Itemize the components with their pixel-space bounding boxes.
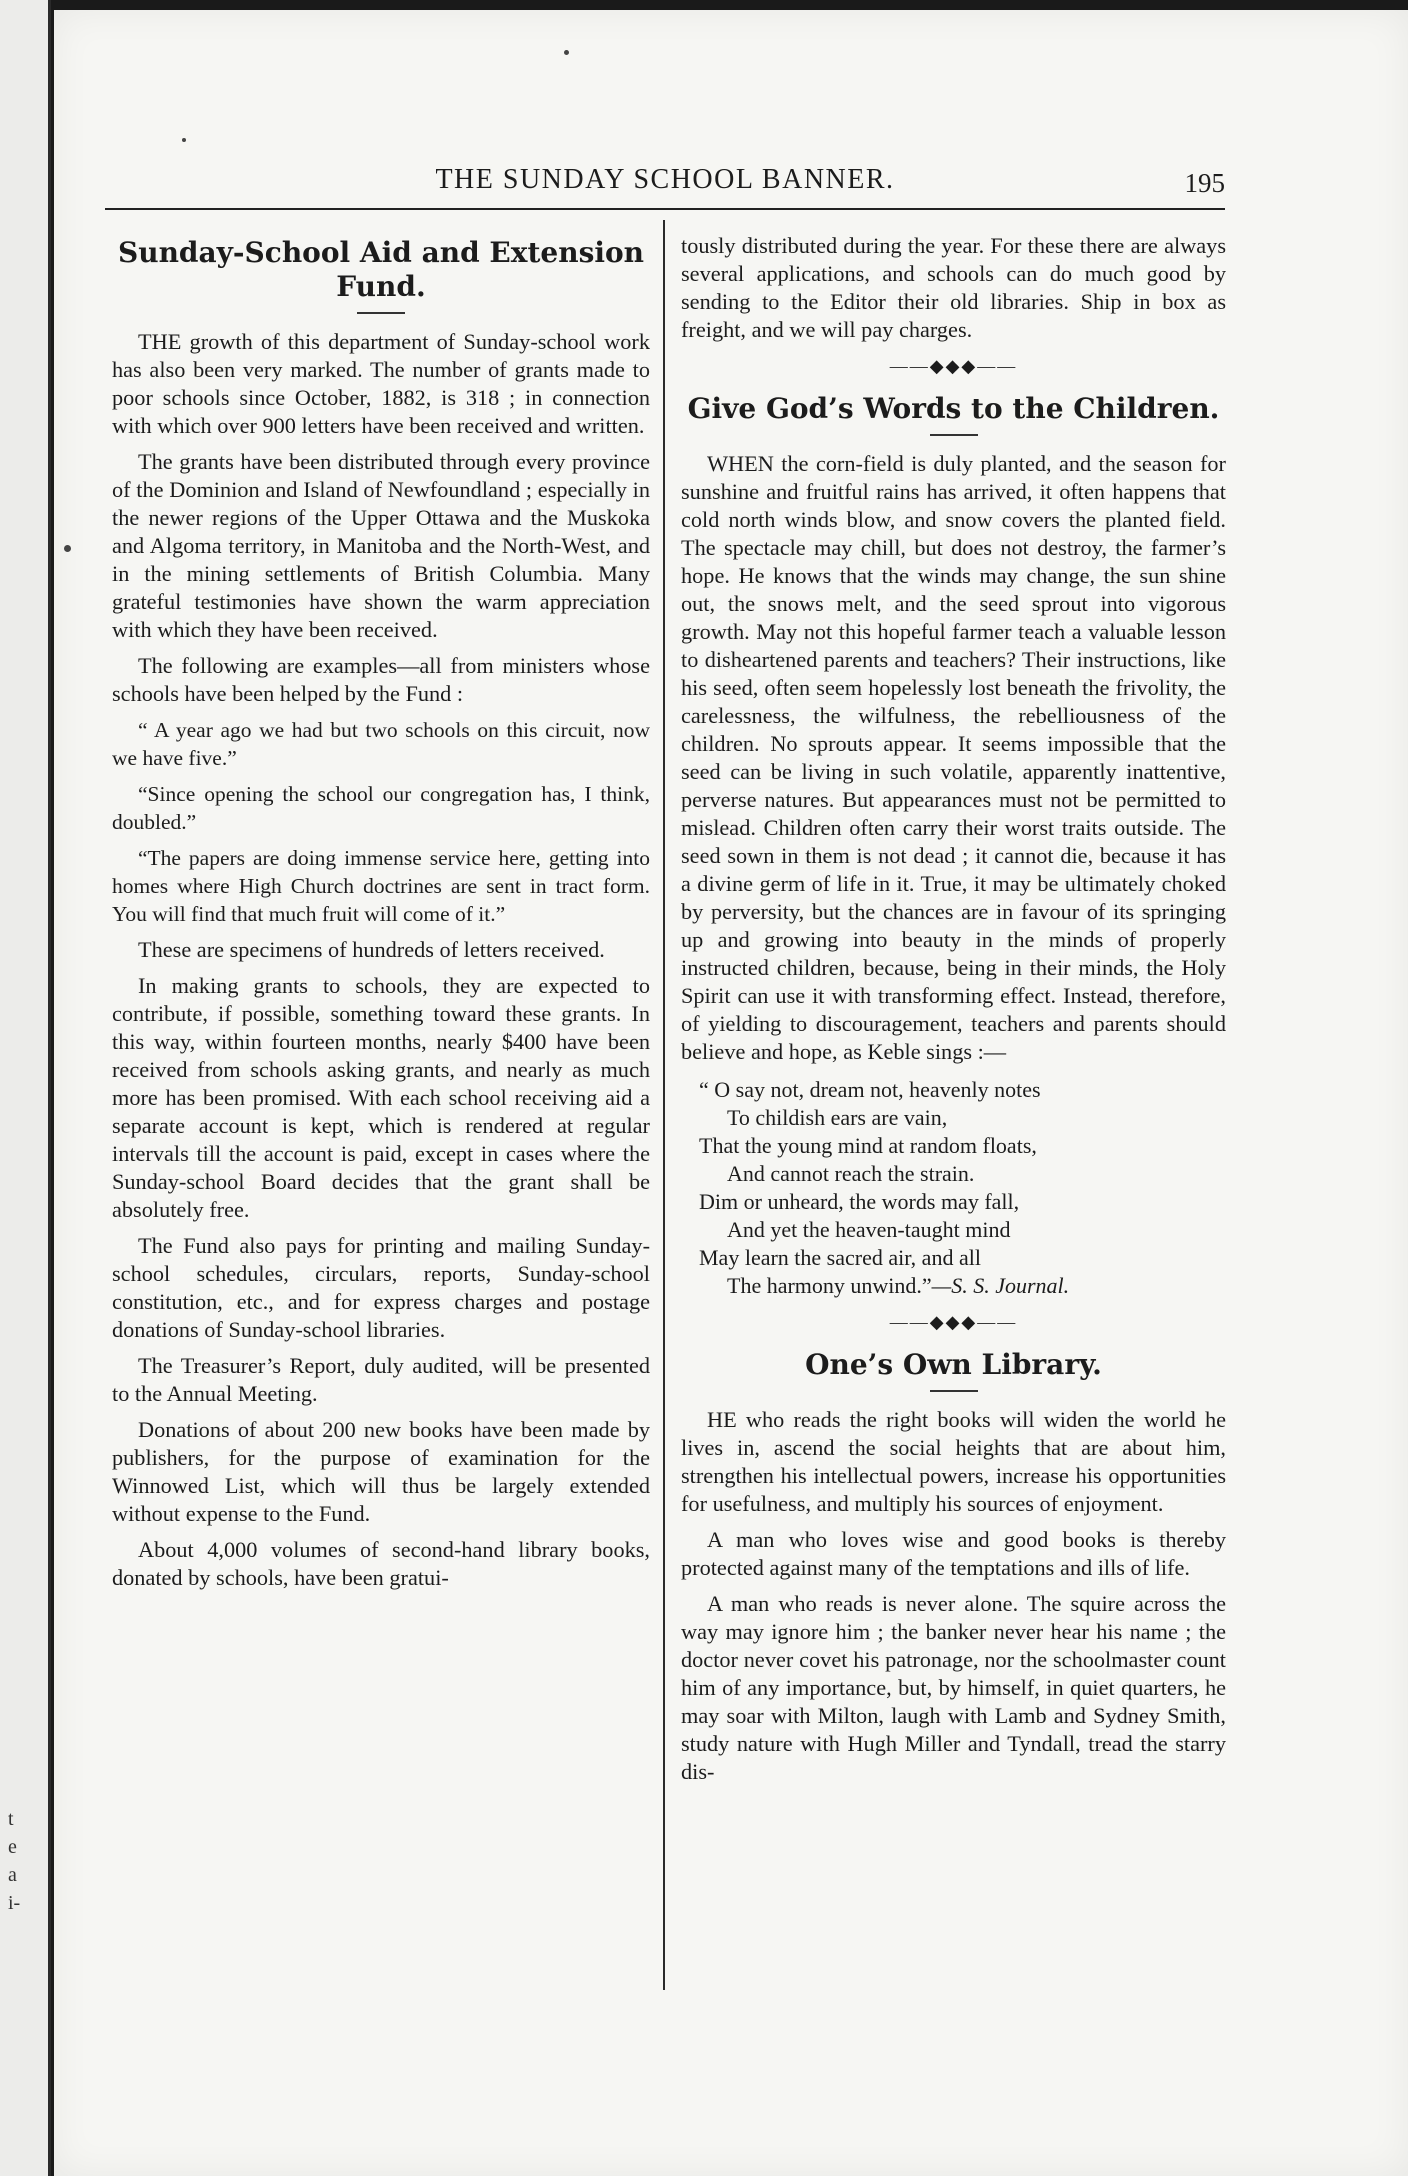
poem-line: And yet the heaven-taught mind [727,1217,1011,1242]
paragraph: About 4,000 volumes of second-hand library books, donated by schools, have been gratui- [112,1537,650,1590]
poem-last-line [699,1272,1226,1300]
paragraph: WHEN the corn-field is duly planted, and the season for sunshine and fruitful rains has arrived, it often happens that cold north winds blow, and snow covers the planted field. The spectacle may chill, but does not destroy, the farmer’s hope. He knows that the winds may change, the sun shine out, the snows melt, and the seed sprout into vigorous growth. May not this hopeful farmer teach a valuable lesson to disheartened parents and teachers? Their instructions, like his seed, often seem hopelessly lost beneath the frivolity, the carelessness, the wilfulness, the rebelliousness of the children. No sprouts appear. It seems impossible that the seed can be living in such volatile, apparently inattentive, perverse natures. But appearances must not be permitted to mislead. Children often carry their worst traits outside. The seed sown in them is not dead ; it cannot die, because it has a divine germ of life in it. True, it may be ultimately choked by perversity, but the chances are in favour of its springing up and growing into beauty in the minds of properly instructed children, because, being in their minds, the Holy Spirit can use it with transforming effect. Instead, therefore, of yielding to discouragement, teachers and parents should believe and hope, as Keble sings :— [681,451,1226,1064]
margin-fragment: t [8,1808,14,1830]
ink-speck [182,138,186,142]
poem-source: —S. S. Journal. [931,1273,1070,1298]
publication-title: THE SUNDAY SCHOOL BANNER. [435,164,895,195]
section-ornament [681,352,1226,380]
ink-speck [564,50,569,55]
article-heading: Give God’s Words to the Children. [687,392,1220,425]
quote: “ A year ago we had but two schools on this circuit, now we have five.” [112,718,650,770]
paragraph: THE growth of this department of Sunday-school work has also been very marked. The number of grants made to poor schools since October, 1882, is 318 ; in connection with which over 900 letters have been received and written. [112,329,650,438]
poem-line: To childish ears are vain, [727,1105,948,1130]
ornament-glyph: ——◆◆◆—— [889,356,1018,376]
paragraph: A man who reads is never alone. The squire across the way may ignore him ; the banker never hear his name ; the doctor never covet his patronage, nor the schoolmaster count him of any importance, but, by himself, in quiet quarters, he may soar with Milton, laugh with Lamb and Sydney Smith, study nature with Hugh Miller and Tyndall, tread the starry dis- [681,1591,1226,1784]
poem-line: And cannot reach the strain. [727,1161,975,1186]
ornament-glyph: ——◆◆◆—— [889,1312,1018,1332]
margin-fragment: e [8,1836,17,1858]
paragraph: The following are examples—all from ministers whose schools have been helped by the Fund : [112,653,650,706]
section-ornament [681,1308,1226,1336]
heading-rule [930,434,978,436]
testimonial-quotes [112,716,650,928]
page-number: 195 [1184,168,1225,198]
article-heading: One’s Own Library. [805,1348,1102,1381]
poem [699,1076,1226,1300]
ink-speck [64,545,71,552]
continued-paragraph: tously distributed during the year. For these there are always several applications, and schools can do much good by sending to the Editor their old libraries. Ship in box as freight, and we will pay charges. [681,233,1226,342]
left-column [112,232,650,1992]
paragraph: In making grants to schools, they are expected to contribute, if possible, something toward these grants. In this way, within fourteen months, nearly $400 have been received from schools asking grants, and nearly as much more has been promised. With each school receiving aid a separate account is kept, which is rendered at regular intervals till the account is paid, except in cases where the Sunday-school Board decides that the grant shall be absolutely free. [112,973,650,1222]
poem-line: The harmony unwind.” [727,1273,932,1298]
paragraph: The grants have been distributed through every province of the Dominion and Island of Newfoundland ; especially in the newer regions of the Upper Ottawa and the Muskoka and Algoma territory, in Manitoba and the North-West, and in the mining settlements of British Columbia. Many grateful testimonies have shown the warm appreciation with which they have been received. [112,449,650,642]
paragraph: These are specimens of hundreds of letters received. [138,937,605,962]
right-column [681,232,1226,1992]
paragraph: HE who reads the right books will widen the world he lives in, ascend the social heights that are about him, strengthen his intellectual powers, increase his opportunities for usefulness, and multiply his sources of enjoyment. [681,1407,1226,1516]
paragraph: The Fund also pays for printing and mailing Sunday-school schedules, circulars, reports, Sunday-school constitution, etc., and for express charges and postage donations of Sunday-school libraries. [112,1233,650,1342]
article-heading: Sunday-School Aid and Extension Fund. [118,236,644,303]
paragraph: Donations of about 200 new books have been made by publishers, for the purpose of examination for the Winnowed List, which will thus be largely extended without expense to the Fund. [112,1417,650,1526]
quote: “The papers are doing immense service here, getting into homes where High Church doctrines are sent in tract form. You will find that much fruit will come of it.” [112,846,650,926]
heading-rule [357,312,405,314]
poem-line: That the young mind at random floats, [699,1133,1037,1158]
margin-fragment: i- [8,1892,21,1914]
column-divider [663,220,665,1990]
quote: “Since opening the school our congregation has, I think, doubled.” [112,782,650,834]
poem-line: Dim or unheard, the words may fall, [699,1189,1020,1214]
adjacent-page-edge [0,0,51,2176]
poem-line: “ O say not, dream not, heavenly notes [699,1077,1041,1102]
paragraph: The Treasurer’s Report, duly audited, will be presented to the Annual Meeting. [112,1353,650,1406]
heading-rule [930,1390,978,1392]
paragraph: A man who loves wise and good books is thereby protected against many of the temptations and ills of life. [681,1527,1226,1580]
page-header [105,158,1225,210]
margin-fragment: a [8,1864,17,1886]
poem-line: May learn the sacred air, and all [699,1245,981,1270]
